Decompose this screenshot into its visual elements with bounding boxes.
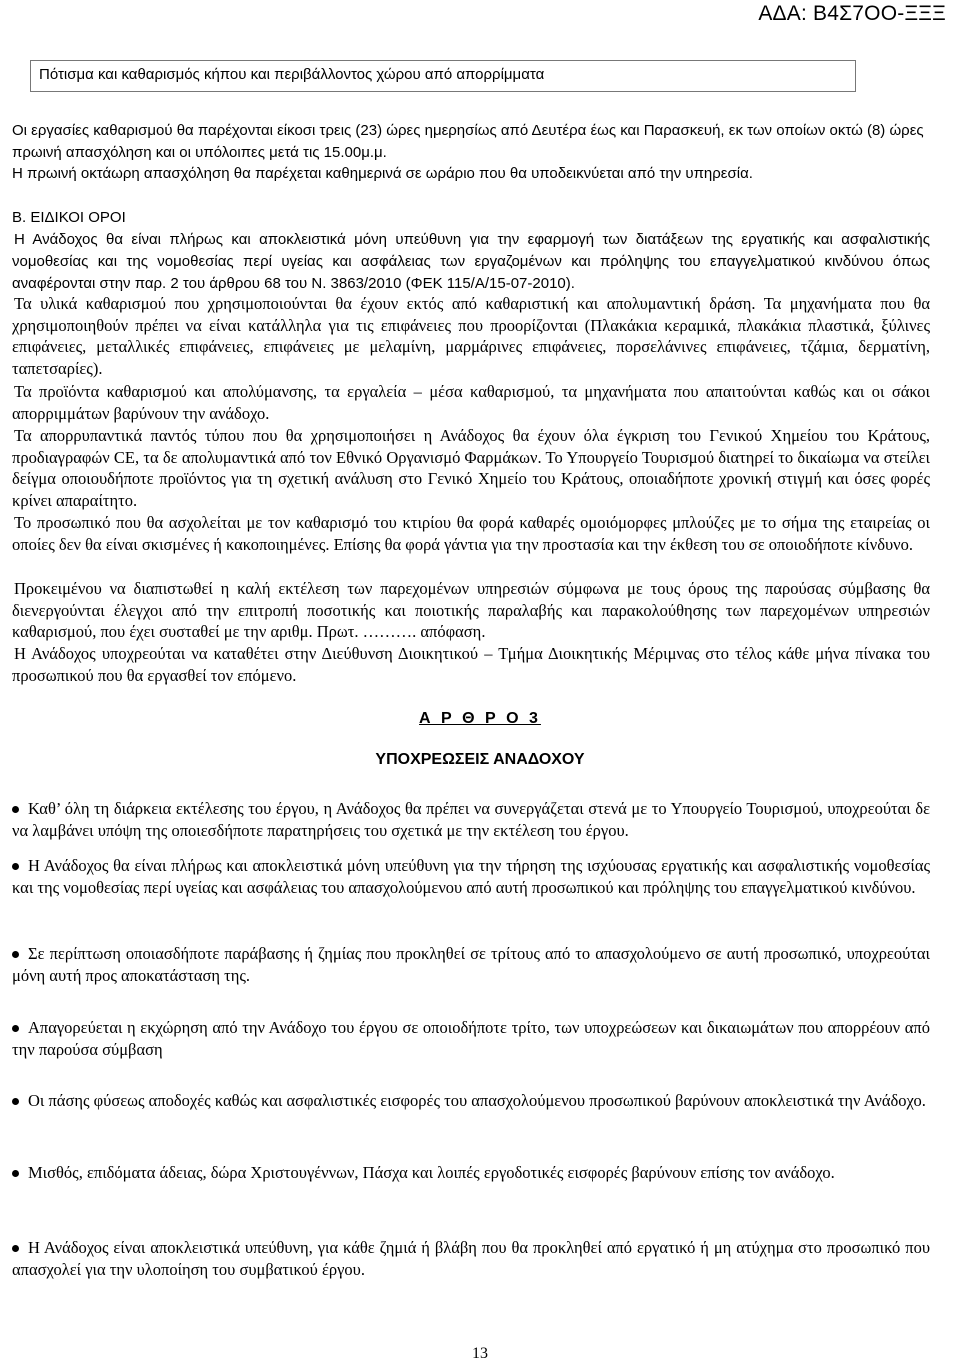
obligation-item [12, 943, 930, 987]
obligation-item [12, 798, 930, 842]
obligation-text: Μισθός, επιδόματα άδειας, δώρα Χριστουγέννων, Πάσχα και λοιπές εργοδοτικές εισφορές βαρύνουν επίσης τον ανάδοχο. [28, 1163, 835, 1182]
bullet-icon [12, 1170, 19, 1177]
special-terms-paragraph-7: Η Ανάδοχος υποχρεούται να καταθέτει στην Διεύθυνση Διοικητικού – Τμήμα Διοικητικής Μέριμνας στο τέλος κάθε μήνα πίνακα του προσωπικού που θα εργασθεί τον επόμενο. [12, 644, 930, 685]
obligation-text: Η Ανάδοχος θα είναι πλήρως και αποκλειστικά μόνη υπεύθυνη για την τήρηση της ισχύουσας εργατικής και ασφαλιστικής νομοθεσίας και της νομοθεσίας περί υγείας και ασφάλειας του απασχολούμενου από αυτή προσωπικού και πρόληψης του επαγγελματικού κινδύνου. [12, 856, 930, 897]
special-terms-paragraph-3: Τα προϊόντα καθαρισμού και απολύμανσης, τα εργαλεία – μέσα καθαρισμού, τα μηχανήματα που απαιτούνται καθώς και οι σάκοι απορριμμάτων βαρύνουν την ανάδοχο. [12, 382, 930, 423]
schedule-paragraph: Οι εργασίες καθαρισμού θα παρέχονται είκοσι τρεις (23) ώρες ημερησίως από Δευτέρα έως και Παρασκευή, εκ των οποίων οκτώ (8) ώρες πρωινή απασχόληση και οι υπόλοιπες μετά τις 15.00μ.μ. [12, 122, 924, 161]
boxed-task-item: Πότισμα και καθαρισμός κήπου και περιβάλλοντος χώρου από απορρίμματα [30, 60, 856, 92]
bullet-icon [12, 1025, 19, 1032]
obligation-text: Απαγορεύεται η εκχώρηση από την Ανάδοχο του έργου σε οποιοδήποτε τρίτο, των υποχρεώσεων και δικαιωμάτων που απορρέουν από την παρούσα σύμβαση [12, 1018, 930, 1059]
ada-code: ΑΔΑ: Β4Σ7ΟΟ-ΞΞΞ [758, 2, 946, 25]
bullet-icon [12, 806, 19, 813]
obligation-item [12, 1237, 930, 1281]
obligation-item [12, 1090, 930, 1112]
special-terms-title: Β. ΕΙΔΙΚΟΙ ΟΡΟΙ [12, 209, 126, 226]
article-number: Α Ρ Θ Ρ Ο 3 [419, 710, 541, 727]
obligation-text: Η Ανάδοχος είναι αποκλειστικά υπεύθυνη, για κάθε ζημιά ή βλάβη που θα προκληθεί από εργατικό ή μη ατύχημα στο προσωπικό που απασχολεί για την υλοποίηση του συμβατικού έργου. [12, 1238, 930, 1279]
special-terms-paragraph-2: Τα υλικά καθαρισμού που χρησιμοποιούνται θα έχουν εκτός από καθαριστική και απολυμαντική δράση. Τα μηχανήματα που θα χρησιμοποιηθούν πρέπει να είναι κατάλληλα για τις επιφάνειες που προορίζονται (Πλακάκια κεραμικά, πλακάκια πλαστικά, ξύλινες επιφάνειες, μεταλλικές επιφάνειες, επιφάνειες με μελαμίνη, μαρμάρινες επιφάνειες, πορσελάνινες επιφάνειες, τζάμια, δερματίνη, ταπετσαρίες). [12, 294, 930, 378]
obligation-text: Οι πάσης φύσεως αποδοχές καθώς και ασφαλιστικές εισφορές του απασχολούμενου προσωπικού βαρύνουν αποκλειστικά την Ανάδοχο. [28, 1091, 926, 1110]
bullet-icon [12, 1098, 19, 1105]
page-number: 13 [472, 1345, 488, 1362]
bullet-icon [12, 863, 19, 870]
bullet-icon [12, 1245, 19, 1252]
special-terms-paragraph-1: Η Ανάδοχος θα είναι πλήρως και αποκλειστικά μόνη υπεύθυνη για την εφαρμογή των διατάξεων της εργατικής και ασφαλιστικής νομοθεσίας και της νομοθεσίας περί υγείας και ασφάλειας των εργαζομένων και πρόληψης του επαγγελματικού κινδύνου όπως αναφέρονται στην παρ. 2 του άρθρου 68 του Ν. 3863/2010 (ΦΕΚ 115/Α/15-07-2010). [12, 231, 930, 292]
special-terms-paragraph-4: Τα απορρυπαντικά παντός τύπου που θα χρησιμοποιήσει η Ανάδοχος θα έχουν όλα έγκριση του Γενικού Χημείου του Κράτους, προδιαγραφών CE, τα δε απολυμαντικά από τον Εθνικό Οργανισμό Φαρμάκων. Το Υπουργείο Τουρισμού διατηρεί το δικαίωμα να στείλει δείγμα οποιουδήποτε προϊόντος για τη σχετική ανάλυση στο Γενικό Χημείο του Κράτους, οποιαδήποτε χρονική στιγμή και όσες φορές κρίνει απαραίτητο. [12, 426, 930, 510]
obligation-item [12, 1017, 930, 1061]
obligation-text: Καθ’ όλη τη διάρκεια εκτέλεσης του έργου, η Ανάδοχος θα πρέπει να συνεργάζεται στενά με το Υπουργείο Τουρισμού, υποχρεούται δε να λαμβάνει υπόψη της οποιεσδήποτε παρατηρήσεις του σχετικά με την εκτέλεση του έργου. [12, 799, 930, 840]
special-terms-paragraph-6: Προκειμένου να διαπιστωθεί η καλή εκτέλεση των παρεχομένων υπηρεσιών σύμφωνα με τους όρους της παρούσας σύμβασης θα διενεργούνται έλεγχοι από την επιτροπή ποσοτικής και ποιοτικής παραλαβής και παρακολούθησης των παρεχομένων υπηρεσιών καθαρισμού, που έχει συσταθεί με την αριθμ. Πρωτ. ………. απόφαση. [12, 579, 930, 642]
article-title: ΥΠΟΧΡΕΩΣΕΙΣ ΑΝΑΔΟΧΟΥ [375, 751, 585, 768]
schedule-morning-paragraph: Η πρωινή οκτάωρη απασχόληση θα παρέχεται καθημερινά σε ωράριο που θα υποδεικνύεται από την υπηρεσία. [12, 165, 753, 182]
obligation-item [12, 1162, 930, 1184]
bullet-icon [12, 951, 19, 958]
special-terms-paragraph-5: Το προσωπικό που θα ασχολείται με τον καθαρισμό του κτιρίου θα φορά καθαρές ομοιόμορφες μπλούζες με το σήμα της εταιρείας οι οποίες δεν θα είναι σκισμένες ή κακοποιημένες. Επίσης θα φορά γάντια για την προστασία και την έκθεση του σε οποιοδήποτε κίνδυνο. [12, 513, 930, 554]
obligation-text: Σε περίπτωση οποιασδήποτε παράβασης ή ζημίας που προκληθεί σε τρίτους από το απασχολούμενο σε αυτή προσωπικό, υποχρεούται μόνη αυτή προς αποκατάσταση της. [12, 944, 930, 985]
obligation-item [12, 855, 930, 899]
